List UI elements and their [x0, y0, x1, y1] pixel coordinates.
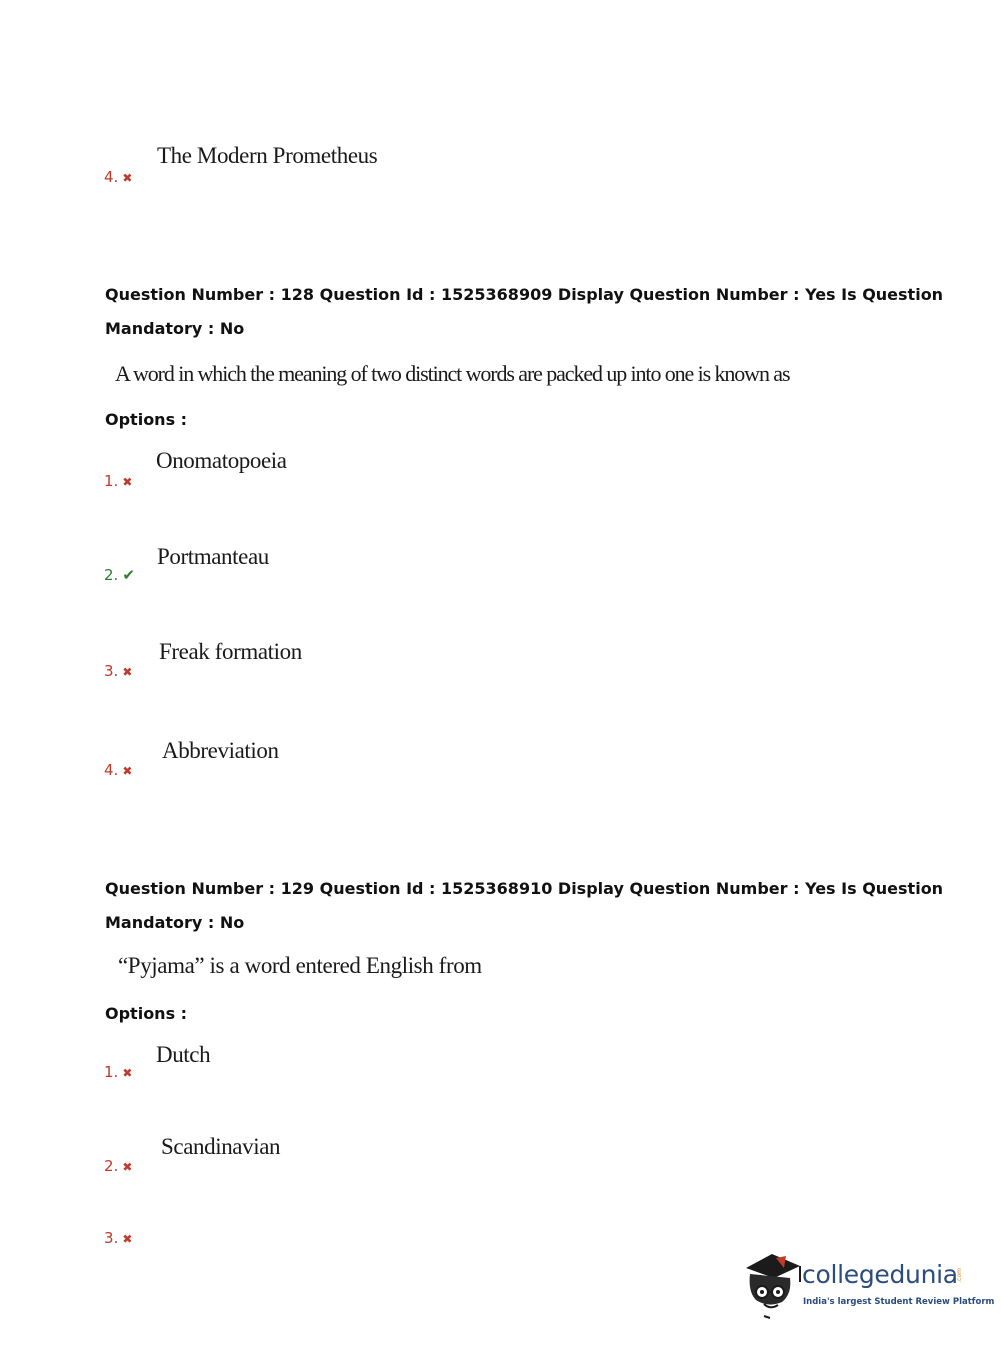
- cross-icon: ✖: [122, 665, 133, 679]
- option-text: The Modern Prometheus: [157, 143, 378, 168]
- option-number: [104, 1063, 132, 1081]
- option-number-label: 1.: [104, 1063, 119, 1081]
- option-number-label: 4.: [104, 168, 119, 186]
- option-number-label: 2.: [104, 566, 119, 584]
- question-header-mandatory: Mandatory : No: [105, 913, 245, 932]
- option-text: Onomatopoeia: [156, 448, 287, 473]
- option-number-label: 2.: [104, 1157, 119, 1175]
- option-number: [104, 168, 132, 186]
- cross-icon: ✖: [122, 764, 133, 778]
- question-header-mandatory: Mandatory : No: [105, 319, 245, 338]
- logo-suffix: .com: [956, 1268, 963, 1283]
- logo-wordmark: collegedunia: [802, 1260, 958, 1289]
- options-label: Options :: [105, 1004, 188, 1023]
- option-number: [104, 662, 132, 680]
- cross-icon: ✖: [122, 1232, 133, 1246]
- cross-icon: ✖: [122, 475, 133, 489]
- option-number: [104, 1157, 132, 1175]
- option-text: Scandinavian: [161, 1134, 281, 1159]
- cross-icon: ✖: [122, 1066, 133, 1080]
- student-mascot-icon: [742, 1248, 802, 1320]
- question-text: A word in which the meaning of two distinct words are packed up into one is known as: [115, 361, 790, 386]
- option-text: Portmanteau: [157, 544, 269, 569]
- option-text: Abbreviation: [162, 738, 279, 763]
- question-text: “Pyjama” is a word entered English from: [118, 953, 482, 978]
- option-number-label: 1.: [104, 472, 119, 490]
- option-number: [104, 472, 132, 490]
- question-header: Question Number : 128 Question Id : 1525368909 Display Question Number : Yes Is Question: [105, 285, 944, 304]
- check-icon: ✔: [122, 566, 135, 584]
- option-number: [104, 1229, 132, 1247]
- question-header: Question Number : 129 Question Id : 1525368910 Display Question Number : Yes Is Question: [105, 879, 944, 898]
- option-number: [104, 761, 132, 779]
- option-number-label: 3.: [104, 1229, 119, 1247]
- option-number-label: 3.: [104, 662, 119, 680]
- cross-icon: ✖: [122, 1160, 133, 1174]
- collegedunia-logo: [742, 1248, 995, 1320]
- logo-tagline: India's largest Student Review Platform: [803, 1297, 995, 1307]
- cross-icon: ✖: [122, 171, 133, 185]
- option-number-label: 4.: [104, 761, 119, 779]
- option-number: [104, 566, 135, 584]
- option-text: Dutch: [156, 1042, 211, 1067]
- option-text: Freak formation: [159, 639, 302, 664]
- options-label: Options :: [105, 410, 188, 429]
